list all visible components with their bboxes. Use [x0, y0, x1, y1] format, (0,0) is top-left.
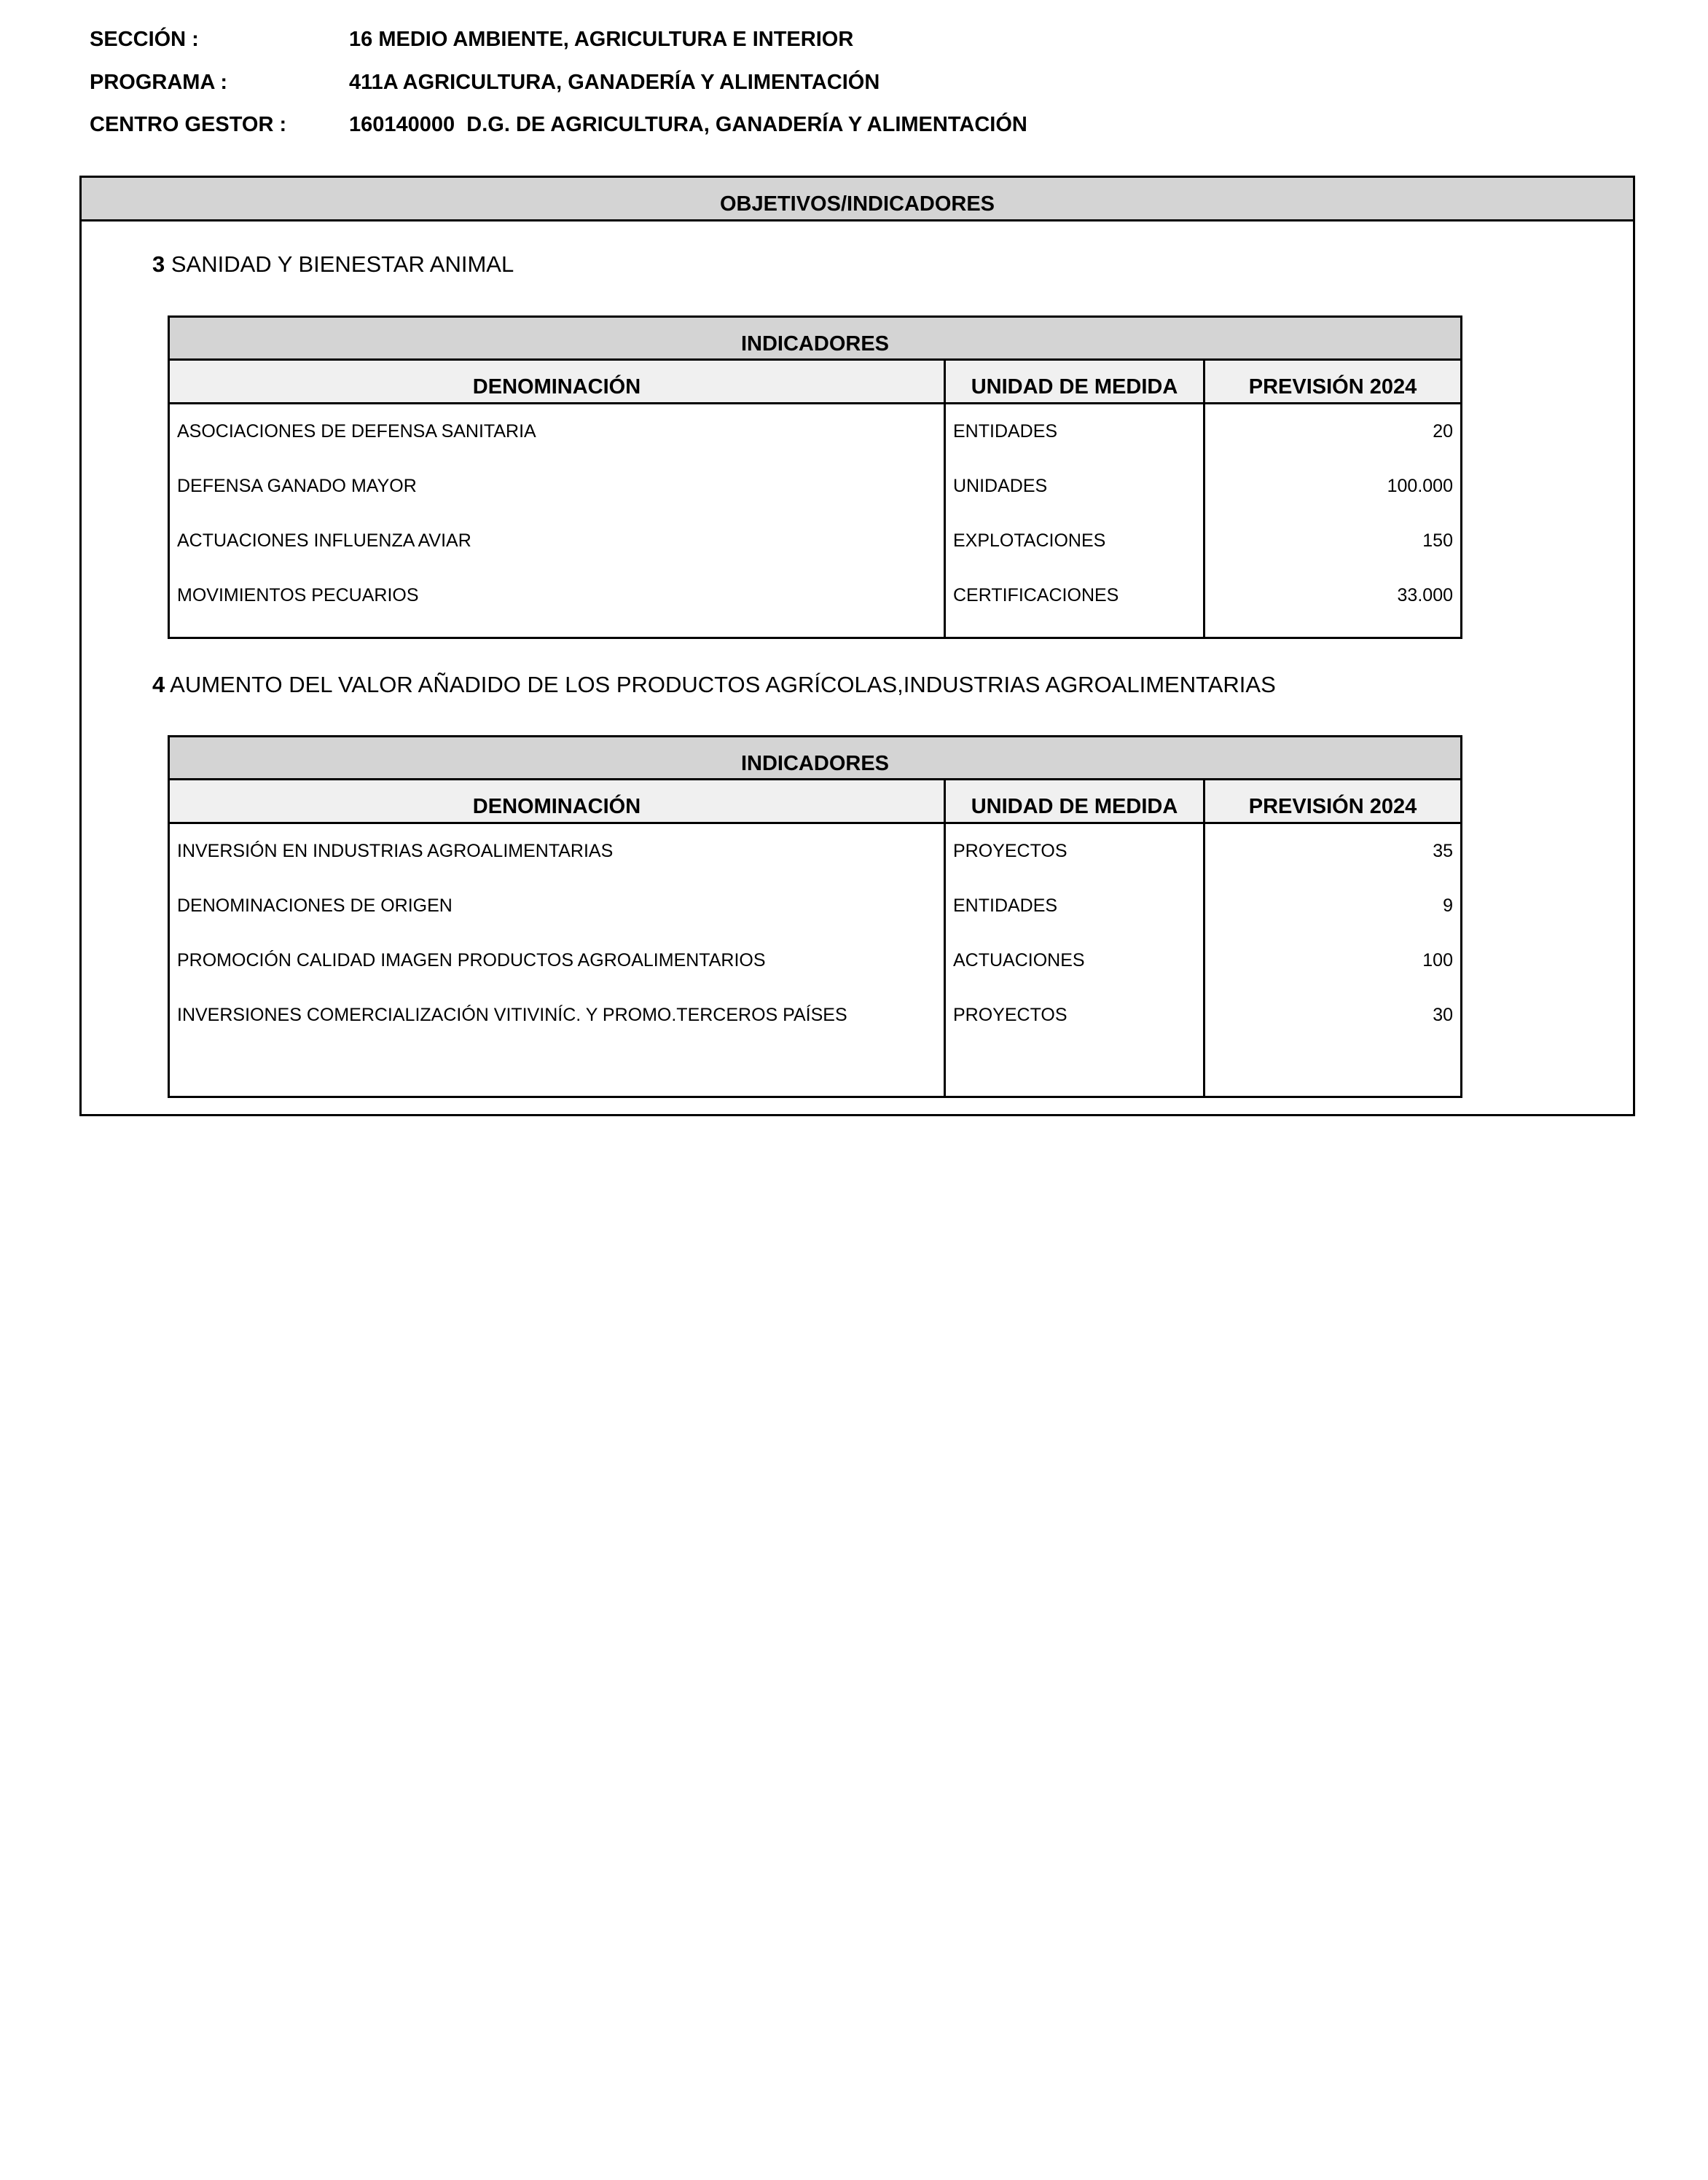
objective-3	[152, 251, 514, 278]
column-header: PREVISIÓN 2024	[1248, 795, 1417, 818]
table-cell: 20	[1433, 421, 1453, 442]
table-cell: INVERSIONES COMERCIALIZACIÓN VITIVINÍC. Y PROMO.TERCEROS PAÍSES	[177, 1005, 847, 1025]
table-cell: DENOMINACIONES DE ORIGEN	[177, 895, 453, 916]
objective-number: 4	[152, 672, 165, 697]
programa-value: 411A AGRICULTURA, GANADERÍA Y ALIMENTACIÓN	[349, 71, 880, 94]
table-cell: UNIDADES	[953, 476, 1048, 496]
table-cell: ENTIDADES	[953, 421, 1058, 442]
table-cell: 33.000	[1397, 585, 1453, 605]
table-cell: 100.000	[1387, 476, 1453, 496]
seccion-value: 16 MEDIO AMBIENTE, AGRICULTURA E INTERIOR	[349, 28, 854, 51]
table-cell: CERTIFICACIONES	[953, 585, 1119, 605]
table-cell: 35	[1433, 841, 1453, 861]
table-cell: ACTUACIONES INFLUENZA AVIAR	[177, 530, 471, 551]
column-header: UNIDAD DE MEDIDA	[946, 780, 1205, 822]
objective-4	[152, 672, 1276, 698]
table-cell: ASOCIACIONES DE DEFENSA SANITARIA	[177, 421, 536, 442]
table-title: INDICADORES	[170, 318, 1460, 361]
indicators-table-4	[168, 735, 1462, 1098]
table-cell: 9	[1443, 895, 1453, 916]
table-cell: MOVIMIENTOS PECUARIOS	[177, 585, 419, 605]
column-header: DENOMINACIÓN	[170, 361, 946, 402]
programa-label: PROGRAMA :	[90, 71, 228, 94]
table-cell: INVERSIÓN EN INDUSTRIAS AGROALIMENTARIAS	[177, 841, 614, 861]
indicators-table-3	[168, 315, 1462, 639]
objective-title: SANIDAD Y BIENESTAR ANIMAL	[171, 251, 514, 277]
objectives-box-title: OBJETIVOS/INDICADORES	[82, 178, 1633, 221]
centro-gestor-label: CENTRO GESTOR :	[90, 113, 287, 136]
objective-title: AUMENTO DEL VALOR AÑADIDO DE LOS PRODUCTOS AGRÍCOLAS,INDUSTRIAS AGROALIMENTARIAS	[170, 672, 1276, 697]
table-title: INDICADORES	[170, 737, 1460, 780]
table-cell: ACTUACIONES	[953, 950, 1085, 971]
table-cell: PROMOCIÓN CALIDAD IMAGEN PRODUCTOS AGROALIMENTARIOS	[177, 950, 766, 971]
table-cell: ENTIDADES	[953, 895, 1058, 916]
seccion-label: SECCIÓN :	[90, 28, 199, 51]
table-cell: 30	[1433, 1005, 1453, 1025]
table-cell: 150	[1422, 530, 1453, 551]
centro-gestor-value: 160140000 D.G. DE AGRICULTURA, GANADERÍA Y ALIMENTACIÓN	[349, 113, 1027, 136]
column-header: DENOMINACIÓN	[170, 780, 946, 822]
column-header: UNIDAD DE MEDIDA	[946, 361, 1205, 402]
table-cell: PROYECTOS	[953, 841, 1068, 861]
table-cell: EXPLOTACIONES	[953, 530, 1106, 551]
table-cell: 100	[1422, 950, 1453, 971]
table-cell: PROYECTOS	[953, 1005, 1068, 1025]
column-header: PREVISIÓN 2024	[1248, 375, 1417, 399]
table-cell: DEFENSA GANADO MAYOR	[177, 476, 417, 496]
objective-number: 3	[152, 251, 165, 277]
